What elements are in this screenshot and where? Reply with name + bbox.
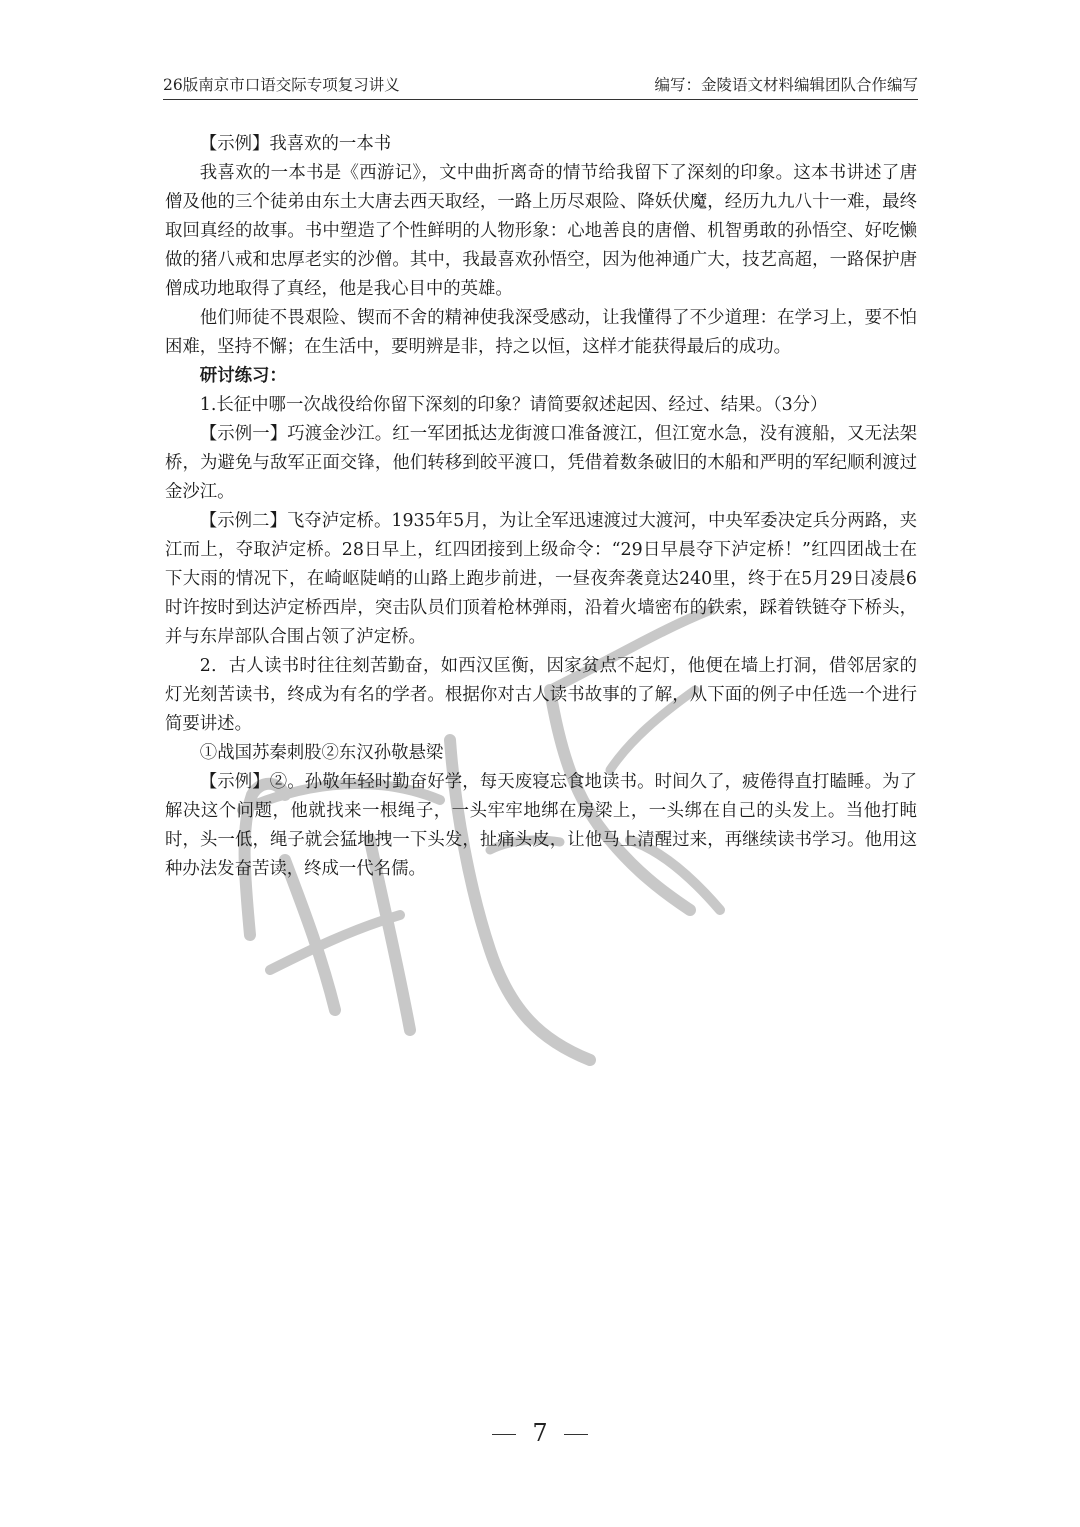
example-answer: 【示例】②。孙敬年轻时勤奋好学，每天废寝忘食地读书。时间久了，疲倦得直打瞌睡。为了解决这个问题，他就找来一根绳子，一头牢牢地绑在房梁上，一头绑在自己的头发上。当他打盹时，头一低，绳子就会猛地拽一下头发，扯痛头皮，让他马上清醒过来，再继续读书学习。他用这种办法发奋苦读，终成一代名儒。	[165, 772, 917, 879]
options-line: ①战国苏秦刺股②东汉孙敬悬梁	[199, 743, 444, 763]
question-2: 2．古人读书时往往刻苦勤奋，如西汉匡衡，因家贫点不起灯，他便在墙上打洞，借邻居家的灯光刻苦读书，终成为有名的学者。根据你对古人读书故事的了解，从下面的例子中任选一个进行简要讲述。	[165, 656, 917, 734]
example-two: 【示例二】飞夺泸定桥。1935年5月，为让全军迅速渡过大渡河，中央军委决定兵分两路，夹江而上，夺取泸定桥。28日早上，红四团接到上级命令：“29日早晨夺下泸定桥！”红四团战士在下大雨的情况下，在崎岖陡峭的山路上跑步前进，一昼夜奔袭竟达240里，终于在5月29日凌晨6时许按时到达泸定桥西岸，突击队员们顶着枪林弹雨，沿着火墙密布的铁索，踩着铁链夺下桥头，并与东岸部队合围占领了泸定桥。	[165, 511, 917, 647]
page-number: 7	[532, 1419, 548, 1447]
document-body	[165, 130, 917, 884]
header-editor: 编写：金陵语文材料编辑团队合作编写	[654, 76, 918, 94]
footer-dash-left	[492, 1434, 516, 1435]
example-one: 【示例一】巧渡金沙江。红一军团抵达龙街渡口准备渡江，但江宽水急，没有渡船，又无法架桥，为避免与敌军正面交锋，他们转移到皎平渡口，凭借着数条破旧的木船和严明的军纪顺利渡过金沙江。	[165, 424, 917, 502]
paragraph: 他们师徒不畏艰险、锲而不舍的精神使我深受感动，让我懂得了不少道理：在学习上，要不怕困难，坚持不懈；在生活中，要明辨是非，持之以恒，这样才能获得最后的成功。	[165, 308, 917, 357]
question-1: 1.长征中哪一次战役给你留下深刻的印象？请简要叙述起因、经过、结果。（3分）	[199, 395, 828, 415]
header-rule	[163, 99, 918, 100]
section-heading: 研讨练习：	[199, 366, 287, 386]
header-title: 26版南京市口语交际专项复习讲义	[163, 76, 400, 94]
example-title: 【示例】我喜欢的一本书	[199, 134, 392, 154]
footer-dash-right	[564, 1434, 588, 1435]
paragraph: 我喜欢的一本书是《西游记》，文中曲折离奇的情节给我留下了深刻的印象。这本书讲述了唐僧及他的三个徒弟由东土大唐去西天取经，一路上历尽艰险、降妖伏魔，经历九九八十一难，最终取回真经的故事。书中塑造了个性鲜明的人物形象：心地善良的唐僧、机智勇敢的孙悟空、好吃懒做的猪八戒和忠厚老实的沙僧。其中，我最喜欢孙悟空，因为他神通广大，技艺高超，一路保护唐僧成功地取得了真经，他是我心目中的英雄。	[165, 163, 917, 299]
page-footer	[0, 1418, 1080, 1448]
